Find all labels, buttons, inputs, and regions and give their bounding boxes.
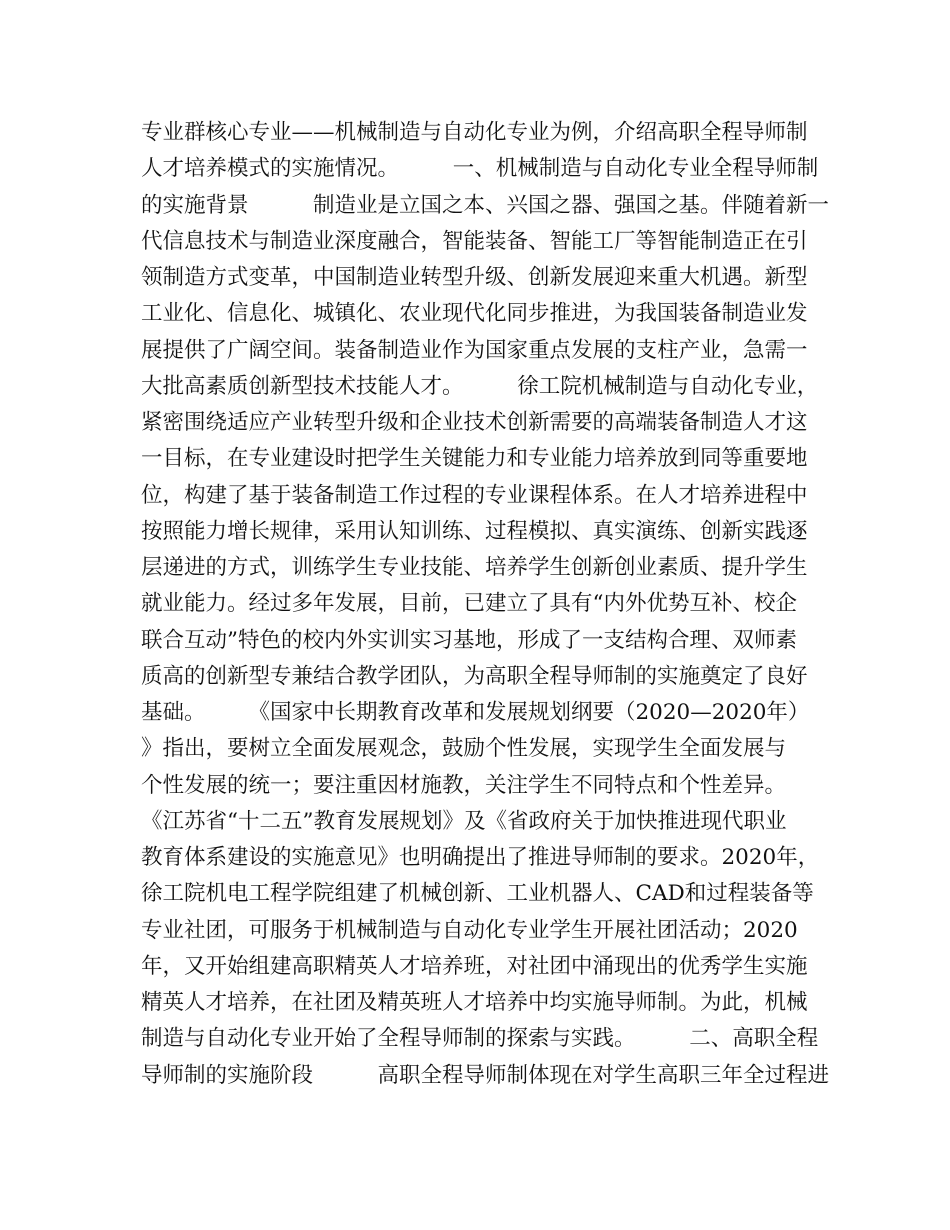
text-line-10: 一目标，在专业建设时把学生关键能力和专业能力培养放到同等重要地 bbox=[141, 446, 808, 472]
text-line-19: 个性发展的统一；要注重因材施教，关注学生不同特点和个性差异。 bbox=[141, 772, 787, 798]
text-line-22: 徐工院机电工程学院组建了机械创新、工业机器人、CAD和过程装备等 bbox=[141, 881, 814, 907]
text-line-7: 展提供了广阔空间。装备制造业作为国家重点发展的支柱产业，急需一 bbox=[141, 337, 808, 363]
text-line-16: 质高的创新型专兼结合教学团队，为高职全程导师制的实施奠定了良好 bbox=[141, 663, 808, 689]
text-line-1: 专业群核心专业——机械制造与自动化专业为例，介绍高职全程导师制 bbox=[141, 120, 808, 145]
text-line-15: 联合互动”特色的校内外实训实习基地，形成了一支结构合理、双师素 bbox=[141, 627, 797, 653]
text-line-8: 大批高素质创新型技术技能人才。 徐工院机械制造与自动化专业， bbox=[141, 373, 819, 399]
text-line-17: 基础。 《国家中长期教育改革和发展规划纲要（2020—2020年） bbox=[141, 700, 810, 725]
text-line-21: 教育体系建设的实施意见》也明确提出了推进导师制的要求。2020年， bbox=[141, 845, 820, 870]
text-line-18: 》指出，要树立全面发展观念，鼓励个性发展，实现学生全面发展与 bbox=[141, 736, 787, 762]
text-line-11: 位，构建了基于装备制造工作过程的专业课程体系。在人才培养进程中 bbox=[141, 482, 808, 508]
text-line-5: 领制造方式变革，中国制造业转型升级、创新发展迎来重大机遇。新型 bbox=[141, 265, 808, 290]
text-line-26: 制造与自动化专业开始了全程导师制的探索与实践。 二、高职全程 bbox=[141, 1026, 819, 1052]
text-line-14: 就业能力。经过多年发展，目前，已建立了具有“内外优势互补、校企 bbox=[141, 591, 797, 617]
text-line-2: 人才培养模式的实施情况。 一、机械制造与自动化专业全程导师制 bbox=[141, 156, 819, 182]
text-line-23: 专业社团，可服务于机械制造与自动化专业学生开展社团活动；2020 bbox=[141, 917, 798, 943]
text-line-24: 年，又开始组建高职精英人才培养班，对社团中涌现出的优秀学生实施 bbox=[141, 953, 808, 979]
text-line-20: 《江苏省“十二五”教育发展规划》及《省政府关于加快推进现代职业 bbox=[141, 808, 787, 834]
body-text bbox=[141, 115, 830, 1094]
text-line-27: 导师制的实施阶段 高职全程导师制体现在对学生高职三年全过程进 bbox=[141, 1062, 830, 1088]
text-line-9: 紧密围绕适应产业转型升级和企业技术创新需要的高端装备制造人才这 bbox=[141, 410, 808, 435]
text-line-13: 层递进的方式，训练学生专业技能、培养学生创新创业素质、提升学生 bbox=[141, 555, 808, 580]
text-line-12: 按照能力增长规律，采用认知训练、过程模拟、真实演练、创新实践逐 bbox=[141, 518, 808, 544]
text-line-3: 的实施背景 制造业是立国之本、兴国之器、强国之基。伴随着新一 bbox=[141, 192, 830, 218]
text-line-6: 工业化、信息化、城镇化、农业现代化同步推进，为我国装备制造业发 bbox=[141, 301, 808, 327]
text-line-4: 代信息技术与制造业深度融合，智能装备、智能工厂等智能制造正在引 bbox=[141, 228, 808, 254]
text-line-25: 精英人才培养，在社团及精英班人才培养中均实施导师制。为此，机械 bbox=[141, 990, 808, 1015]
